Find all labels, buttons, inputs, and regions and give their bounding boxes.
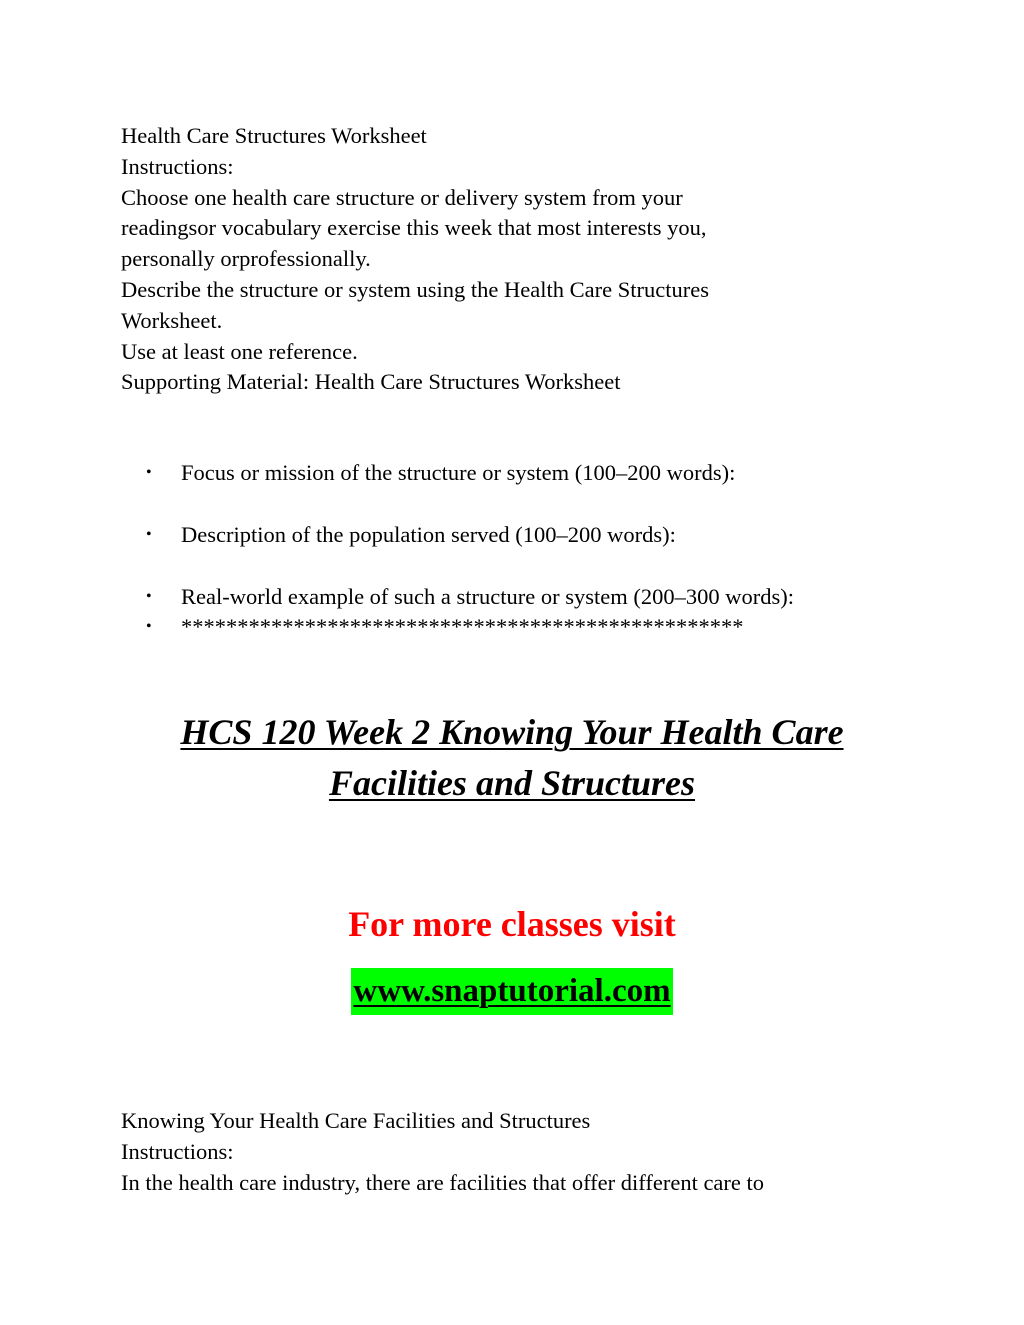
instruction-line: Use at least one reference. (121, 338, 358, 364)
worksheet-instructions (121, 121, 911, 398)
promo-link-wrapper (0, 968, 1024, 1015)
list-item (146, 582, 866, 613)
instructions-label: Instructions: (121, 1138, 234, 1164)
asterisk-separator: ************************************************** (181, 614, 744, 640)
website-link[interactable]: www.snaptutorial.com (351, 968, 672, 1015)
list-item-text: Focus or mission of the structure or system (100–200 words): (181, 460, 736, 485)
worksheet-title: Health Care Structures Worksheet (121, 123, 427, 148)
list-item (146, 612, 866, 643)
bullet-icon: • (146, 587, 152, 605)
promo-text: For more classes visit (348, 904, 676, 944)
instruction-line: personally orprofessionally. (121, 246, 371, 272)
instruction-line: Worksheet. (121, 307, 223, 333)
bullet-icon: • (146, 525, 152, 543)
bullet-icon: • (146, 464, 152, 481)
instruction-line: Choose one health care structure or delivery system from your (121, 184, 683, 210)
second-section (121, 1106, 911, 1198)
list-item (146, 520, 866, 551)
list-item-text: Description of the population served (100–200 words): (181, 521, 676, 547)
requirements-list (146, 458, 866, 643)
course-heading (100, 707, 924, 809)
instruction-line: Describe the structure or system using the Health Care Structures (121, 276, 709, 302)
list-item (146, 458, 866, 489)
course-heading-line: HCS 120 Week 2 Knowing Your Health Care (180, 712, 844, 752)
course-heading-line: Facilities and Structures (328, 763, 696, 803)
instruction-line: readingsor vocabulary exercise this week that most interests you, (121, 215, 707, 241)
instructions-label: Instructions: (121, 153, 234, 179)
section-body-line: In the health care industry, there are facilities that offer different care to (121, 1169, 765, 1195)
supporting-material-line: Supporting Material: Health Care Structures Worksheet (121, 369, 621, 395)
list-item-text: Real-world example of such a structure or system (200–300 words): (181, 583, 794, 609)
bullet-icon: • (146, 618, 152, 636)
section-title: Knowing Your Health Care Facilities and Structures (121, 1108, 591, 1133)
